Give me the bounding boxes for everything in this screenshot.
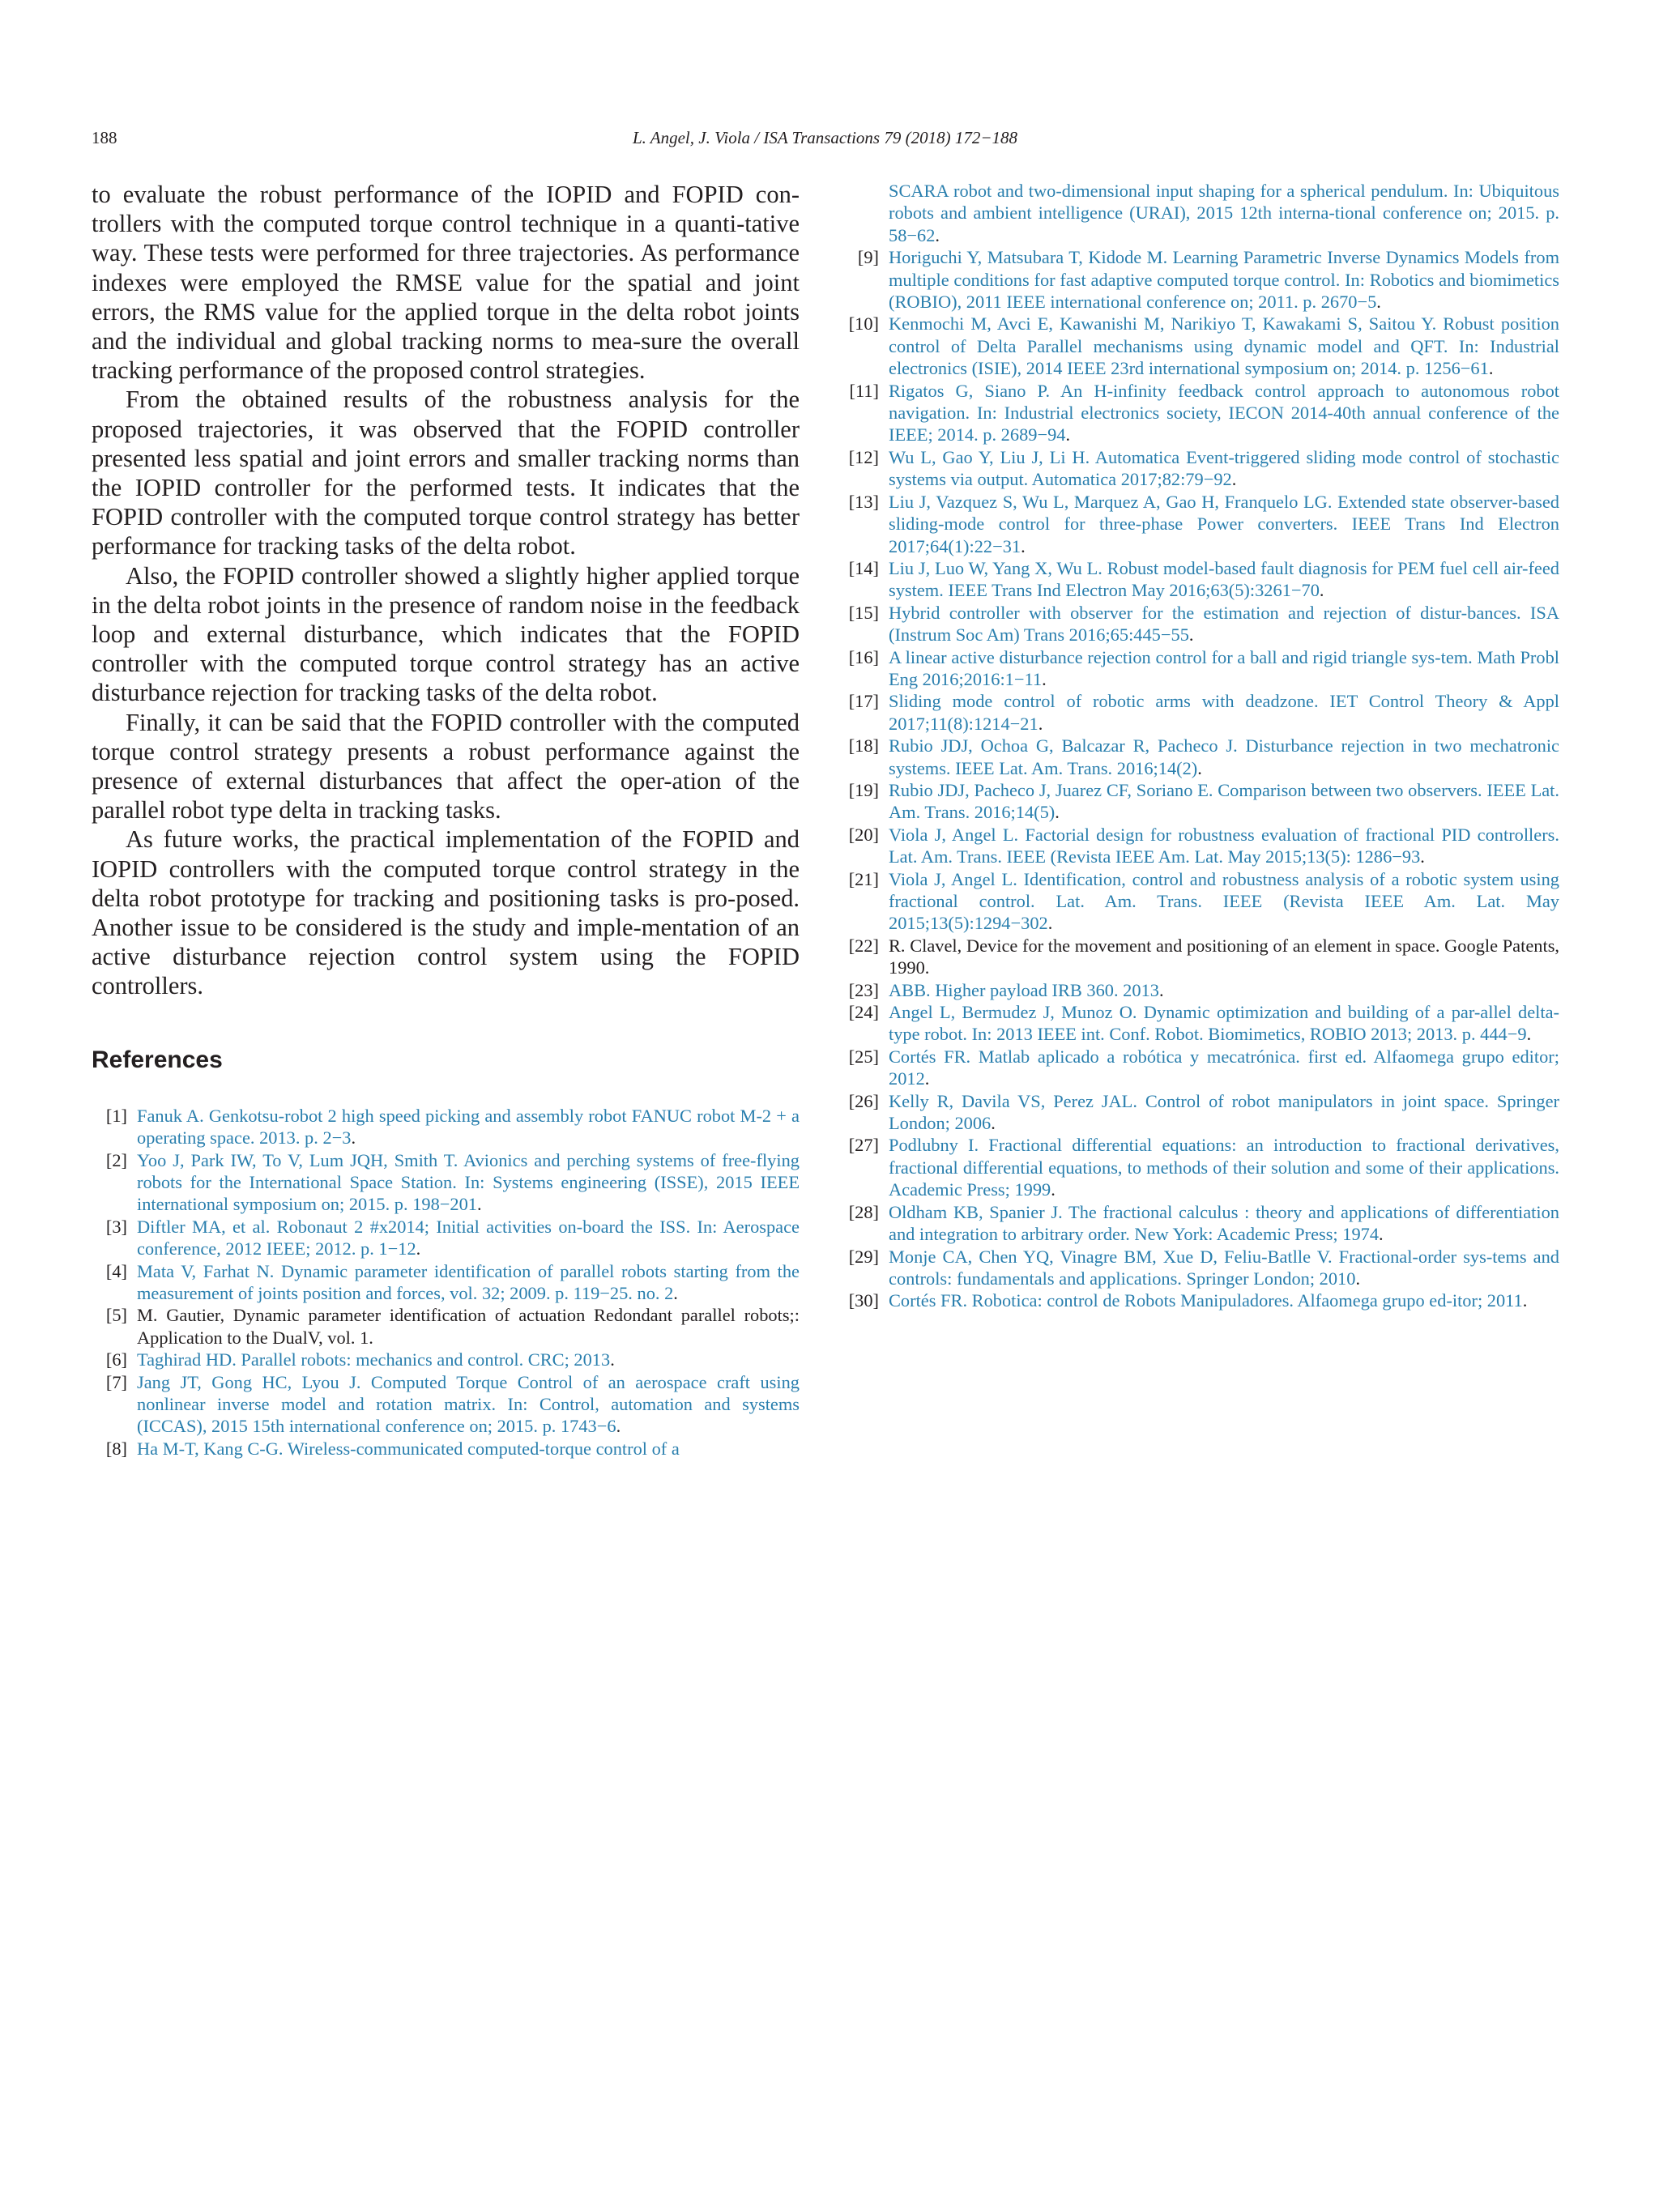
- reference-link[interactable]: Kelly R, Davila VS, Perez JAL. Control of robot manipulators in joint space. Springer London; 2006: [889, 1090, 1559, 1134]
- reference-end-punct: .: [1158, 979, 1164, 1000]
- reference-item: [843, 979, 1559, 1001]
- reference-end-punct: .: [935, 224, 940, 245]
- paragraph: to evaluate the robust performance of the IOPID and FOPID con-trollers with the computed torque control technique in a quanti-tative way. These tests were performed for three trajectories. As performance indexes were employed the RMSE value for the spatial and joint errors, the RMS value for the applied torque in the delta robot joints and the individual and global tracking norms to mea-sure the overall tracking performance of the proposed control strategies.: [92, 181, 800, 385]
- reference-item: [843, 180, 1559, 246]
- references-heading: References: [92, 1046, 223, 1073]
- reference-number: [7]: [105, 1371, 127, 1392]
- reference-item: [843, 246, 1559, 313]
- reference-end-punct: .: [416, 1238, 421, 1259]
- reference-end-punct: .: [1420, 846, 1425, 867]
- reference-end-punct: .: [1042, 668, 1047, 689]
- reference-link[interactable]: Sliding mode control of robotic arms with deadzone. IET Control Theory & Appl 2017;11(8):1214−21: [889, 691, 1559, 734]
- reference-end-punct: .: [1055, 802, 1060, 823]
- reference-item: [92, 1349, 800, 1370]
- reference-end-punct: .: [1355, 1268, 1361, 1289]
- reference-item: [843, 1201, 1559, 1246]
- reference-link[interactable]: Kenmochi M, Avci E, Kawanishi M, Narikiyo T, Kawakami S, Saitou Y. Robust position control of Delta Parallel mechanisms using dynamic model and QFT. In: Industrial electronics (ISIE), 2014 IEEE 23rd international symposium on; 2014. p. 1256−61: [889, 313, 1559, 379]
- reference-end-punct: .: [1231, 469, 1237, 490]
- reference-number: [5]: [105, 1305, 127, 1326]
- reference-item: [843, 779, 1559, 824]
- reference-item: [92, 1438, 800, 1460]
- reference-end-punct: .: [991, 1113, 996, 1134]
- reference-item: [843, 602, 1559, 646]
- reference-number: [10]: [848, 313, 879, 335]
- reference-end-punct: .: [1047, 913, 1053, 934]
- paragraph: Also, the FOPID controller showed a slightly higher applied torque in the delta robot joints in the presence of random noise in the feedback loop and external disturbance, which indicates that the FOPID controller with the computed torque control strategy has an active disturbance rejection for tracking tasks of the delta robot.: [92, 561, 800, 707]
- reference-number: [27]: [848, 1135, 879, 1156]
- reference-item: [843, 646, 1559, 691]
- reference-number: [19]: [848, 779, 879, 800]
- reference-text: R. Clavel, Device for the movement and positioning of an element in space. Google Patents, 1990.: [889, 935, 1559, 978]
- reference-item: [843, 735, 1559, 779]
- reference-item: [92, 1149, 800, 1216]
- reference-link[interactable]: Rubio JDJ, Pacheco J, Juarez CF, Soriano E. Comparison between two observers. IEEE Lat. Am. Trans. 2016;14(5): [889, 779, 1559, 823]
- reference-link[interactable]: Ha M-T, Kang C-G. Wireless-communicated computed-torque control of a: [137, 1438, 680, 1459]
- reference-link[interactable]: Viola J, Angel L. Factorial design for robustness evaluation of fractional PID controllers. Lat. Am. Trans. IEEE (Revista IEEE Am. Lat. May 2015;13(5): 1286−93: [889, 824, 1559, 867]
- reference-link[interactable]: Taghirad HD. Parallel robots: mechanics and control. CRC; 2013: [137, 1349, 611, 1370]
- reference-number: [17]: [848, 691, 879, 712]
- reference-end-punct: .: [1065, 424, 1071, 445]
- reference-end-punct: .: [1376, 292, 1381, 313]
- reference-end-punct: .: [1051, 1179, 1056, 1200]
- left-column: [92, 180, 800, 1460]
- reference-link[interactable]: Monje CA, Chen YQ, Vinagre BM, Xue D, Feliu-Batlle V. Fractional-order sys-tems and controls: fundamentals and applications. Springer London; 2010: [889, 1246, 1559, 1289]
- reference-end-punct: .: [616, 1416, 621, 1437]
- reference-link[interactable]: SCARA robot and two-dimensional input shaping for a spherical pendulum. In: Ubiquitous robots and ambient intelligence (URAI), 2015 12th interna-tional conference on; 2015. p. 58−62: [889, 181, 1559, 245]
- reference-item: [92, 1105, 800, 1149]
- reference-end-punct: .: [1319, 580, 1324, 601]
- paragraph: Finally, it can be said that the FOPID controller with the computed torque control strategy presents a robust performance against the presence of external disturbances that affect the oper-ation of the parallel robot type delta in tracking tasks.: [92, 708, 800, 825]
- reference-end-punct: .: [924, 1068, 930, 1089]
- reference-end-punct: .: [1188, 624, 1194, 646]
- page-number: 188: [92, 128, 117, 147]
- reference-number: [1]: [105, 1105, 127, 1126]
- reference-link[interactable]: Viola J, Angel L. Identification, control and robustness analysis of a robotic system using fractional control. Lat. Am. Trans. IEEE (Revista IEEE Am. Lat. May 2015;13(5):1294−302: [889, 868, 1559, 934]
- reference-end-punct: .: [1379, 1224, 1384, 1245]
- reference-end-punct: .: [1522, 1290, 1528, 1311]
- reference-link[interactable]: Liu J, Vazquez S, Wu L, Marquez A, Gao H, Franquelo LG. Extended state observer-based sliding-mode control for three-phase Power converters. IEEE Trans Ind Electron 2017;64(1):22−31: [889, 491, 1559, 556]
- reference-link[interactable]: Mata V, Farhat N. Dynamic parameter identification of parallel robots starting from the measurement of joints position and forces, vol. 32; 2009. p. 119−25. no. 2: [137, 1260, 800, 1303]
- paragraph: From the obtained results of the robustness analysis for the proposed trajectories, it was observed that the FOPID controller presented less spatial and joint errors and smaller tracking norms than the IOPID controller for the performed tests. It indicates that the FOPID controller with the computed torque control strategy has better performance for tracking tasks of the delta robot.: [92, 386, 800, 560]
- reference-item: [92, 1371, 800, 1438]
- reference-number: [4]: [105, 1260, 127, 1281]
- reference-link[interactable]: Wu L, Gao Y, Liu J, Li H. Automatica Event-triggered sliding mode control of stochastic systems via output. Automatica 2017;82:79−92: [889, 446, 1559, 490]
- reference-end-punct: .: [1488, 358, 1494, 379]
- reference-number: [23]: [848, 979, 879, 1000]
- reference-number: [28]: [848, 1201, 879, 1222]
- journal-reference: L. Angel, J. Viola / ISA Transactions 79 (2018) 172−188: [632, 128, 1017, 147]
- reference-link[interactable]: Angel L, Bermudez J, Munoz O. Dynamic optimization and building of a par-allel delta-type robot. In: 2013 IEEE int. Conf. Robot. Biomimetics, ROBIO 2013; 2013. p. 444−9: [889, 1002, 1559, 1045]
- reference-list-left: [92, 1105, 800, 1460]
- reference-link[interactable]: Hybrid controller with observer for the estimation and rejection of distur-bances. ISA (Instrum Soc Am) Trans 2016;65:445−55: [889, 602, 1559, 646]
- reference-number: [16]: [848, 646, 879, 667]
- reference-number: [15]: [848, 602, 879, 623]
- reference-end-punct: .: [1021, 535, 1026, 556]
- reference-number: [3]: [105, 1216, 127, 1237]
- reference-link[interactable]: Rigatos G, Siano P. An H-infinity feedback control approach to autonomous robot navigation. In: Industrial electronics society, IECON 2014-40th annual conference of the IEEE; 2014. p. 2689−94: [889, 380, 1559, 445]
- reference-number: [26]: [848, 1090, 879, 1111]
- reference-item: [843, 1090, 1559, 1135]
- reference-item: [843, 1046, 1559, 1090]
- reference-number: [6]: [105, 1349, 127, 1370]
- reference-number: [24]: [848, 1002, 879, 1023]
- reference-link[interactable]: Cortés FR. Matlab aplicado a robótica y mecatrónica. first ed. Alfaomega grupo editor; 2012: [889, 1046, 1559, 1089]
- reference-number: [18]: [848, 735, 879, 757]
- reference-number: [29]: [848, 1246, 879, 1267]
- reference-item: [843, 868, 1559, 935]
- reference-item: [843, 446, 1559, 491]
- reference-link[interactable]: Yoo J, Park IW, To V, Lum JQH, Smith T. Avionics and perching systems of free-flying robots for the International Space Station. In: Systems engineering (ISSE), 2015 IEEE international symposium on; 2015. p. 198−201: [137, 1149, 800, 1215]
- reference-link[interactable]: Jang JT, Gong HC, Lyou J. Computed Torque Control of an aerospace craft using nonlinear inverse model and rotation matrix. In: Control, automation and systems (ICCAS), 2015 15th international conference on; 2015. p. 1743−6: [137, 1371, 800, 1437]
- reference-link[interactable]: Rubio JDJ, Ochoa G, Balcazar R, Pacheco J. Disturbance rejection in two mechatronic systems. IEEE Lat. Am. Trans. 2016;14(2): [889, 735, 1559, 778]
- reference-number: [9]: [857, 247, 879, 268]
- reference-end-punct: .: [610, 1349, 615, 1370]
- reference-list-right: [843, 180, 1559, 1312]
- reference-end-punct: .: [351, 1127, 356, 1149]
- reference-item: [92, 1216, 800, 1260]
- page-header: [92, 128, 1559, 157]
- reference-link[interactable]: Liu J, Luo W, Yang X, Wu L. Robust model-based fault diagnosis for PEM fuel cell air-feed system. IEEE Trans Ind Electron May 2016;63(5):3261−70: [889, 557, 1559, 601]
- reference-number: [25]: [848, 1046, 879, 1067]
- reference-item: [843, 1134, 1559, 1200]
- reference-link[interactable]: Diftler MA, et al. Robonaut 2 #x2014; Initial activities on-board the ISS. In: Aerospace conference, 2012 IEEE; 2012. p. 1−12: [137, 1216, 800, 1259]
- reference-link[interactable]: Fanuk A. Genkotsu-robot 2 high speed picking and assembly robot FANUC robot M-2 + a operating space. 2013. p. 2−3: [137, 1105, 800, 1149]
- reference-number: [22]: [848, 935, 879, 956]
- reference-item: [92, 1304, 800, 1349]
- reference-item: [843, 313, 1559, 379]
- conclusion-text: [92, 180, 800, 1001]
- reference-end-punct: .: [1526, 1024, 1532, 1045]
- paragraph: As future works, the practical implementation of the FOPID and IOPID controllers with the computed torque control strategy in the delta robot prototype for tracking and positioning tasks is pro-posed. Another issue to be considered is the study and imple-mentation of an active disturbance rejection control system using the FOPID controllers.: [92, 825, 800, 1000]
- reference-end-punct: .: [477, 1194, 482, 1215]
- reference-number: [14]: [848, 557, 879, 578]
- reference-link[interactable]: ABB. Higher payload IRB 360. 2013: [889, 979, 1159, 1000]
- reference-link[interactable]: A linear active disturbance rejection control for a ball and rigid triangle sys-tem. Math Probl Eng 2016;2016:1−11: [889, 646, 1559, 689]
- reference-link[interactable]: Oldham KB, Spanier J. The fractional calculus : theory and applications of differentiation and integration to arbitrary order. New York: Academic Press; 1974: [889, 1201, 1559, 1245]
- reference-item: [843, 1246, 1559, 1290]
- reference-item: [843, 935, 1559, 979]
- reference-number: [21]: [848, 868, 879, 889]
- reference-end-punct: .: [1197, 757, 1202, 778]
- reference-link[interactable]: Horiguchi Y, Matsubara T, Kidode M. Learning Parametric Inverse Dynamics Models from multiple conditions for fast adaptive computed torque control. In: Robotics and biomimetics (ROBIO), 2011 IEEE international conference on; 2011. p. 2670−5: [889, 247, 1559, 313]
- reference-number: [12]: [848, 446, 879, 467]
- reference-item: [843, 380, 1559, 446]
- reference-item: [843, 1289, 1559, 1311]
- reference-item: [92, 1260, 800, 1305]
- reference-number: [11]: [849, 380, 879, 401]
- reference-link[interactable]: Podlubny I. Fractional differential equations: an introduction to fractional derivatives, fractional differential equations, to methods of their solution and some of their applications. Academic Press; 1999: [889, 1135, 1559, 1200]
- reference-end-punct: .: [673, 1282, 678, 1303]
- reference-number: [13]: [848, 491, 879, 512]
- reference-text: M. Gautier, Dynamic parameter identification of actuation Redondant parallel robots;: Application to the DualV, vol. 1.: [137, 1305, 800, 1348]
- reference-link[interactable]: Cortés FR. Robotica: control de Robots Manipuladores. Alfaomega grupo ed-itor; 2011: [889, 1290, 1523, 1311]
- reference-item: [843, 1001, 1559, 1046]
- reference-item: [843, 491, 1559, 557]
- reference-item: [843, 690, 1559, 735]
- reference-number: [20]: [848, 824, 879, 845]
- right-column: [843, 180, 1559, 1312]
- reference-item: [843, 824, 1559, 868]
- reference-item: [843, 557, 1559, 602]
- reference-number: [30]: [848, 1290, 879, 1311]
- reference-number: [8]: [105, 1438, 127, 1459]
- reference-number: [2]: [105, 1149, 127, 1170]
- reference-end-punct: .: [1038, 713, 1043, 734]
